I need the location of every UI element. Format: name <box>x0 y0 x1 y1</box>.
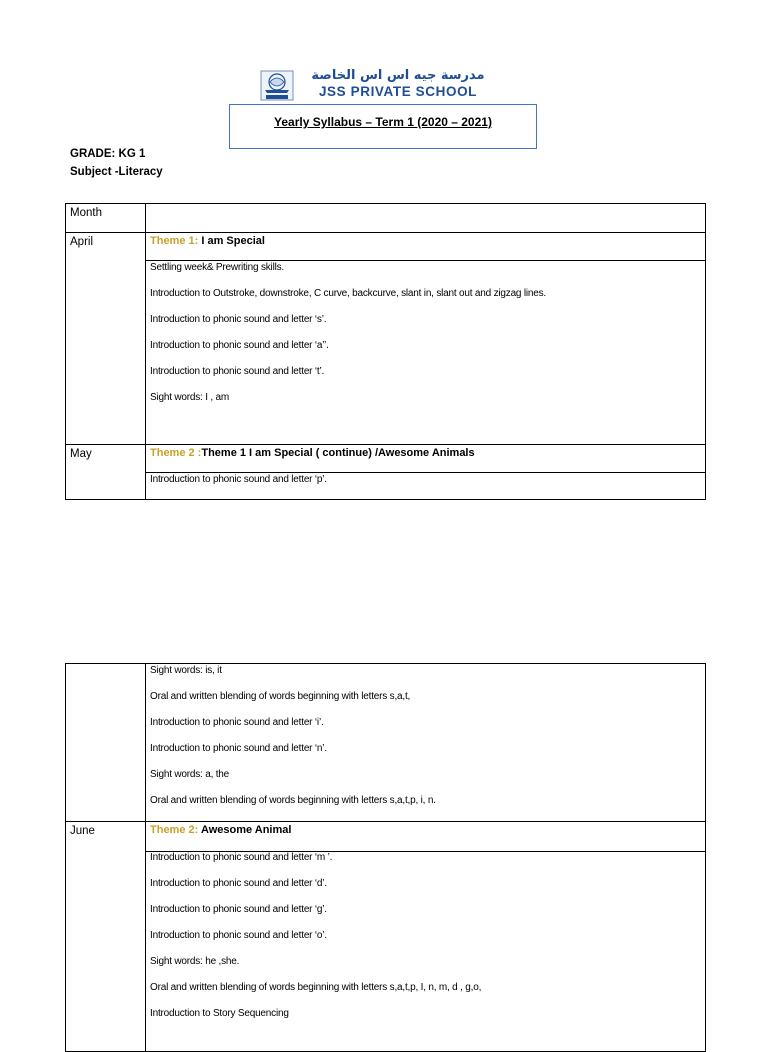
april-items-cell <box>146 261 706 445</box>
list-item: Sight words: I , am <box>150 392 230 403</box>
month-empty <box>66 664 146 822</box>
list-item: Sight words: is, it <box>150 665 222 676</box>
school-crest-icon <box>260 70 294 101</box>
june-items-cell <box>146 852 706 1052</box>
month-june: June <box>66 822 146 1052</box>
may-continued-cell <box>146 664 706 822</box>
list-item: Introduction to phonic sound and letter ‘m ’. <box>150 852 333 863</box>
school-name-english: JSS PRIVATE SCHOOL <box>318 84 478 99</box>
may-continued-row <box>66 664 706 822</box>
list-item: Settling week& Prewriting skills. <box>150 262 285 273</box>
theme-title: I am Special <box>198 235 265 247</box>
list-item: Introduction to phonic sound and letter ‘a’’. <box>150 340 329 351</box>
list-item: Oral and written blending of words beginning with letters s,a,t,p, i, n. <box>150 795 436 806</box>
list-item: Oral and written blending of words beginning with letters s,a,t,p, I, n, m, d , g,o, <box>150 982 482 993</box>
month-april: April <box>66 233 146 445</box>
list-item: Introduction to phonic sound and letter ‘n’. <box>150 743 327 754</box>
school-logo <box>260 70 496 102</box>
theme-tag: Theme 2: <box>150 824 199 836</box>
syllabus-table-1 <box>65 203 706 500</box>
list-item: Introduction to phonic sound and letter ‘s’. <box>150 314 327 325</box>
grade-label: GRADE: KG 1 <box>70 148 146 160</box>
may-items-cell <box>146 473 706 500</box>
june-items-row <box>66 852 706 1052</box>
school-name-arabic: مدرسة جيه اس اس الخاصة <box>311 68 485 83</box>
april-items-row <box>66 261 706 445</box>
content-header <box>146 204 706 233</box>
list-item: Introduction to phonic sound and letter ‘o’. <box>150 930 327 941</box>
subject-label: Subject -Literacy <box>70 166 163 178</box>
syllabus-title-box <box>229 104 537 149</box>
list-item: Oral and written blending of words beginning with letters s,a,t, <box>150 691 411 702</box>
list-item: Introduction to Story Sequencing <box>150 1008 289 1019</box>
month-header: Month <box>66 204 146 233</box>
list-item: Introduction to phonic sound and letter ‘p’. <box>150 474 327 485</box>
syllabus-title: Yearly Syllabus – Term 1 (2020 – 2021) <box>274 115 492 129</box>
theme-tag: Theme 2 : <box>150 447 202 459</box>
list-item: Sight words: he ,she. <box>150 956 240 967</box>
syllabus-table-2 <box>65 663 706 1052</box>
list-item: Introduction to phonic sound and letter ‘t’. <box>150 366 325 377</box>
list-item: Introduction to Outstroke, downstroke, C curve, backcurve, slant in, slant out and zigzag lines. <box>150 288 547 299</box>
theme-tag: Theme 1: <box>150 235 199 247</box>
list-item: Introduction to phonic sound and letter ‘g’. <box>150 904 327 915</box>
list-item: Introduction to phonic sound and letter ‘i’. <box>150 717 324 728</box>
list-item: Introduction to phonic sound and letter ‘d’. <box>150 878 327 889</box>
theme-title: Awesome Animal <box>198 824 292 836</box>
may-items-row <box>66 473 706 500</box>
table-header-row <box>66 204 706 233</box>
theme-title: Theme 1 I am Special ( continue) /Awesome Animals <box>201 447 475 459</box>
list-item: Sight words: a, the <box>150 769 230 780</box>
month-may: May <box>66 445 146 500</box>
